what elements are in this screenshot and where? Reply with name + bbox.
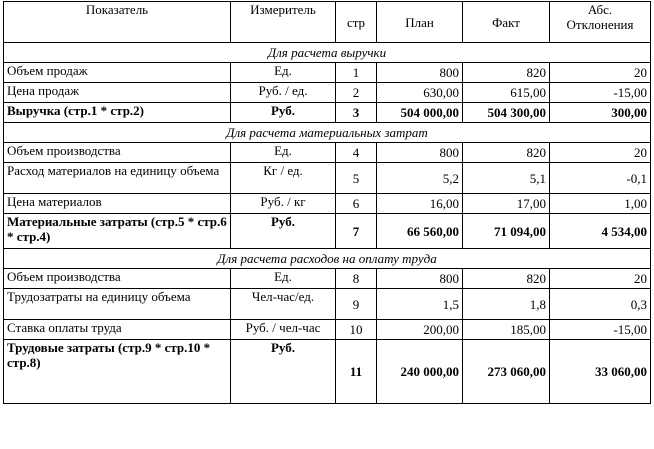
cell-name: Объем производства <box>4 143 231 163</box>
cell-dev: 20 <box>550 143 651 163</box>
header-fact: Факт <box>463 2 550 43</box>
cell-dev: 33 060,00 <box>550 340 651 404</box>
cell-unit: Руб. / чел-час <box>231 320 336 340</box>
cell-name: Трудозатраты на единицу объема <box>4 289 231 320</box>
cell-name: Расход материалов на единицу объема <box>4 163 231 194</box>
cell-dev: 1,00 <box>550 194 651 214</box>
table-row <box>4 63 651 83</box>
cell-plan: 1,5 <box>377 289 463 320</box>
table-row <box>4 194 651 214</box>
cell-name: Цена продаж <box>4 83 231 103</box>
cell-unit: Руб. <box>231 340 336 404</box>
cell-dev: -15,00 <box>550 320 651 340</box>
header-abs-deviation: Абс. Отклонения <box>550 2 651 43</box>
cell-unit: Ед. <box>231 269 336 289</box>
cell-unit: Кг / ед. <box>231 163 336 194</box>
cell-unit: Чел-час/ед. <box>231 289 336 320</box>
cell-unit: Руб. <box>231 103 336 123</box>
cell-plan: 630,00 <box>377 83 463 103</box>
cell-fact: 820 <box>463 269 550 289</box>
analysis-table <box>3 1 651 404</box>
cell-plan: 66 560,00 <box>377 214 463 249</box>
cell-unit: Ед. <box>231 143 336 163</box>
table-row-total <box>4 214 651 249</box>
section-title: Для расчета выручки <box>4 43 651 63</box>
cell-plan: 5,2 <box>377 163 463 194</box>
cell-dev: 0,3 <box>550 289 651 320</box>
table-row <box>4 320 651 340</box>
table-row <box>4 289 651 320</box>
cell-plan: 800 <box>377 63 463 83</box>
cell-name: Цена материалов <box>4 194 231 214</box>
cell-unit: Руб. / ед. <box>231 83 336 103</box>
header-plan: План <box>377 2 463 43</box>
cell-unit: Руб. <box>231 214 336 249</box>
cell-no: 10 <box>336 320 377 340</box>
section-title: Для расчета материальных затрат <box>4 123 651 143</box>
cell-fact: 71 094,00 <box>463 214 550 249</box>
cell-dev: 20 <box>550 269 651 289</box>
cell-plan: 800 <box>377 269 463 289</box>
header-row-number: стр <box>336 2 377 43</box>
section-title: Для расчета расходов на оплату труда <box>4 249 651 269</box>
cell-dev: 4 534,00 <box>550 214 651 249</box>
cell-name: Ставка оплаты труда <box>4 320 231 340</box>
table-row-total <box>4 103 651 123</box>
table-row <box>4 83 651 103</box>
cell-no: 9 <box>336 289 377 320</box>
cell-name: Материальные затраты (стр.5 * стр.6 * стр.4) <box>4 214 231 249</box>
cell-unit: Руб. / кг <box>231 194 336 214</box>
cell-name: Трудовые затраты (стр.9 * стр.10 * стр.8) <box>4 340 231 404</box>
cell-plan: 240 000,00 <box>377 340 463 404</box>
cell-dev: 20 <box>550 63 651 83</box>
cell-dev: -0,1 <box>550 163 651 194</box>
cell-fact: 615,00 <box>463 83 550 103</box>
table-row <box>4 163 651 194</box>
cell-fact: 185,00 <box>463 320 550 340</box>
cell-no: 2 <box>336 83 377 103</box>
cell-plan: 800 <box>377 143 463 163</box>
cell-no: 4 <box>336 143 377 163</box>
table-row-total <box>4 340 651 404</box>
cell-no: 3 <box>336 103 377 123</box>
cell-no: 7 <box>336 214 377 249</box>
cell-no: 1 <box>336 63 377 83</box>
header-row <box>4 2 651 43</box>
cell-fact: 504 300,00 <box>463 103 550 123</box>
cell-plan: 504 000,00 <box>377 103 463 123</box>
cell-plan: 200,00 <box>377 320 463 340</box>
cell-dev: -15,00 <box>550 83 651 103</box>
cell-fact: 273 060,00 <box>463 340 550 404</box>
table-row <box>4 143 651 163</box>
cell-name: Объем производства <box>4 269 231 289</box>
cell-unit: Ед. <box>231 63 336 83</box>
cell-fact: 1,8 <box>463 289 550 320</box>
cell-no: 5 <box>336 163 377 194</box>
cell-dev: 300,00 <box>550 103 651 123</box>
cell-fact: 820 <box>463 143 550 163</box>
cell-plan: 16,00 <box>377 194 463 214</box>
cell-fact: 5,1 <box>463 163 550 194</box>
cell-fact: 820 <box>463 63 550 83</box>
cell-no: 8 <box>336 269 377 289</box>
cell-fact: 17,00 <box>463 194 550 214</box>
header-unit: Измеритель <box>231 2 336 43</box>
cell-name: Объем продаж <box>4 63 231 83</box>
cell-no: 11 <box>336 340 377 404</box>
header-indicator: Показатель <box>4 2 231 43</box>
cell-no: 6 <box>336 194 377 214</box>
table-row <box>4 269 651 289</box>
cell-name: Выручка (стр.1 * стр.2) <box>4 103 231 123</box>
